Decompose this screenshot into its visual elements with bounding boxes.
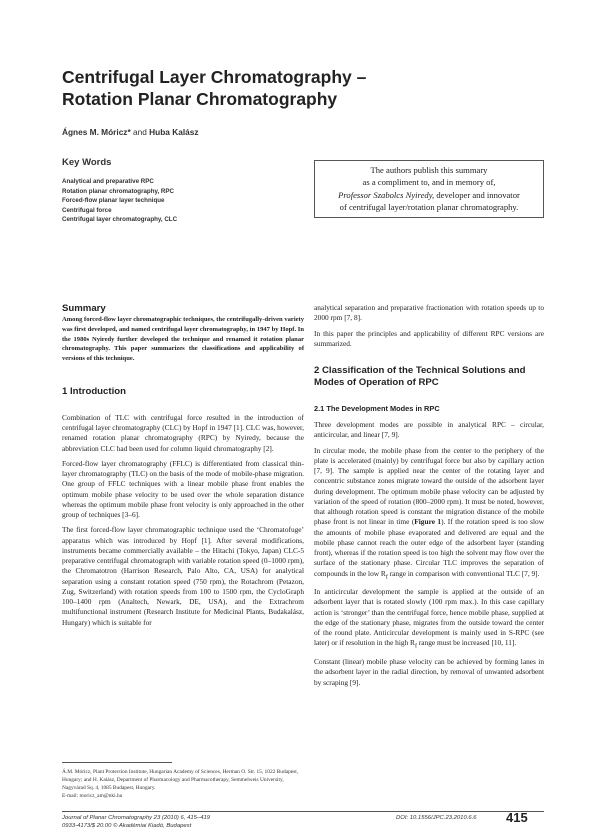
dedication-box: [314, 160, 544, 218]
intro-paragraph-2: Forced-flow layer chromatography (FFLC) is differentiated from classical thin-layer chromatography (TLC) on the basis of the mode of mobile-phase migration. One group of FFLC techniques with a linear mobile phase front enables the optimum mobile phase velocity to be used over the whole separation distance whereas the optimum mobile phase front velocity is only approached in the other group of techniques [3–6].: [62, 458, 304, 520]
intro-paragraph-1: Combination of TLC with centrifugal force resulted in the introduction of centrifugal layer chromatography (CLC) by Hopf in 1947 [1]. CLC was, however, renamed rotation planar chromatography (RPC) by Nyiredy, because the abbreviation CLC had been used for column liquid chromatography [2].: [62, 412, 304, 453]
footnote-rule: [62, 762, 172, 763]
dedication-line-2: as a compliment to, and in memory of,: [362, 177, 496, 188]
linear-mode-paragraph: Constant (linear) mobile phase velocity can be achieved by forming lanes in the adsorbent layer in the radial direction, by removal of unwanted adsorbent by scraping [9].: [314, 657, 544, 687]
left-column: [62, 303, 304, 628]
dedication-line-3-rest: developer and innovator: [434, 189, 520, 200]
keyword-item: Centrifugal force: [62, 206, 112, 214]
rf-subscript: f: [385, 573, 388, 580]
keyword-item: Analytical and preparative RPC: [62, 178, 154, 185]
section-2-heading: 2 Classification of the Technical Solutions and Modes of Operation of RPC: [314, 365, 526, 388]
summary-heading: Summary: [62, 303, 106, 314]
page-number: 415: [506, 810, 528, 825]
journal-citation: [62, 814, 210, 830]
subsection-2-1-heading: 2.1 The Development Modes in RPC: [314, 404, 440, 413]
circular-text-2: ). If the rotation speed is too slow the amounts of mobile phase evaporated and delivered are equal and the mobile phase cannot reach the outer edge of the adsorbent layer (standing front), whereas if the rotation speed is too high the solvent may flow over the surface of the stationary phase. Circular TLC improves the separation of compounds in the low R: [314, 517, 544, 578]
keywords-heading: Key Words: [62, 157, 112, 168]
summary-text: Among forced-flow layer chromatographic techniques, the centrifugally-driven variety was first developed, and named centrifugal layer chromatography, in 1947 by Hopf. In the 1980s Nyiredy further developed the technique and renamed it rotation planar chromatography. This paper summarizes the classifications and applicability of versions of this technique.: [62, 316, 304, 363]
introduction-heading: 1 Introduction: [62, 385, 126, 397]
circular-text-3: range in comparison with conventional TLC [7, 9].: [387, 568, 540, 578]
author-line: [62, 127, 199, 137]
author-2: Huba Kalász: [149, 127, 199, 137]
keyword-item: Centrifugal layer chromatography, CLC: [62, 216, 178, 224]
rf-subscript: f: [414, 643, 418, 650]
intro-paragraph-3: The first forced-flow layer chromatographic technique used the ‘Chromatofuge’ apparatus which was introduced by Hopf [1]. After several modifications, instruments became commercially available – the Hitachi (Tokyo, Japan) CLC-5 preparative centrifugal chromatograph with variable rotation speed (0–1000 rpm), the Chromatotron (Harrison Research, Palo Alto, CA, USA) for analytical separation using a constant rotation speed (750 rpm), the Rotachrom (Petazon, Zug, Switzerland) with rotation speeds from 100 to 1500 rpm, the CycloGraph 100–1400 rpm (Analtech, Newark, DE, USA), and the Extrachrom multifunctional instrument (Research Institute for Medicinal Plants, Budakalász, Hungary) which is suitable for: [62, 525, 304, 627]
dedication-professor-name: Professor Szabolcs Nyiredy,: [338, 189, 435, 200]
doi-text: DOI: 10.1556/JPC.23.2010.6.6: [396, 815, 477, 821]
anticircular-text-2: range must be increased [10, 11].: [417, 638, 517, 648]
circular-mode-paragraph: [314, 446, 544, 583]
paper-title: [62, 66, 462, 110]
footer-rule: [62, 811, 544, 812]
affiliation-text: Á.M. Móricz, Plant Protection Institute, Hungarian Academy of Sciences, Herman O. Str. 15, 1022 Budapest, Hungary; and H. Kalász, Department of Pharmacology and Pharmacotherapy, Semmelweis University, Nagyvárad Sq. 4, 1085 Budapest, Hungary.: [62, 769, 299, 791]
dedication-line-4: of centrifugal layer/rotation planar chromatography.: [339, 201, 519, 212]
dedication-line-1: The authors publish this summary: [370, 165, 488, 175]
author-1: Ágnes M. Móricz*: [62, 127, 131, 137]
anticircular-mode-paragraph: [314, 587, 544, 652]
title-line-1: Centrifugal Layer Chromatography –: [62, 67, 367, 87]
anticircular-text-1: In anticircular development the sample is applied at the outside of an adsorbent layer that is rotated slowly (100 rpm max.). In this case capillary action is ‘stronger’ than the centrifugal force, hence mobile phase, supplied at the edge of the stationary phase, migrates from the outside toward the center of the round plate. Anticircular development is mainly used in S-RPC (see later) or if resolution in the high R: [314, 587, 544, 648]
email-text: E-mail: moricz_am@nki.hu: [62, 793, 123, 799]
scope-paragraph: In this paper the principles and applicability of different RPC versions are summarized.: [314, 328, 544, 348]
journal-reference: Journal of Planar Chromatography 23 (2010) 6, 415–419: [62, 815, 211, 821]
right-column: [314, 303, 544, 693]
keywords-list: [62, 177, 177, 225]
author-conjunction: and: [130, 127, 150, 137]
circular-text-1: In circular mode, the mobile phase from the center to the periphery of the plate is accelerated (mainly) by centrifugal force but also by capillary action [7, 9]. The sample is applied near the center of the rotating layer and concentric substance zones migrate toward the outside of the adsorbent layer during development. The optimum mobile phase velocity can be adjusted by variation of the speed of rotation (800–2000 rpm). It must be noted, however, that although rotation speed is constant the migration distance of the mobile phase front is not linear in time (: [314, 445, 544, 527]
development-modes-paragraph: Three development modes are possible in analytical RPC – circular, anticircular, and linear [7, 9].: [314, 420, 544, 440]
dedication-line-3: [315, 189, 543, 201]
keyword-item: Rotation planar chromatography, RPC: [62, 187, 174, 195]
issn-copyright: 0933-4173/$ 20.00 © Akadémiai Kiadó, Budapest: [62, 823, 192, 829]
keyword-item: Forced-flow planar layer technique: [62, 197, 165, 205]
continued-paragraph: analytical separation and preparative fractionation with rotation speeds up to 2000 rpm [7, 8].: [314, 303, 544, 323]
affiliation-footnote: [62, 762, 304, 800]
title-line-2: Rotation Planar Chromatography: [62, 89, 338, 109]
figure-1-reference: Figure 1: [414, 517, 442, 527]
